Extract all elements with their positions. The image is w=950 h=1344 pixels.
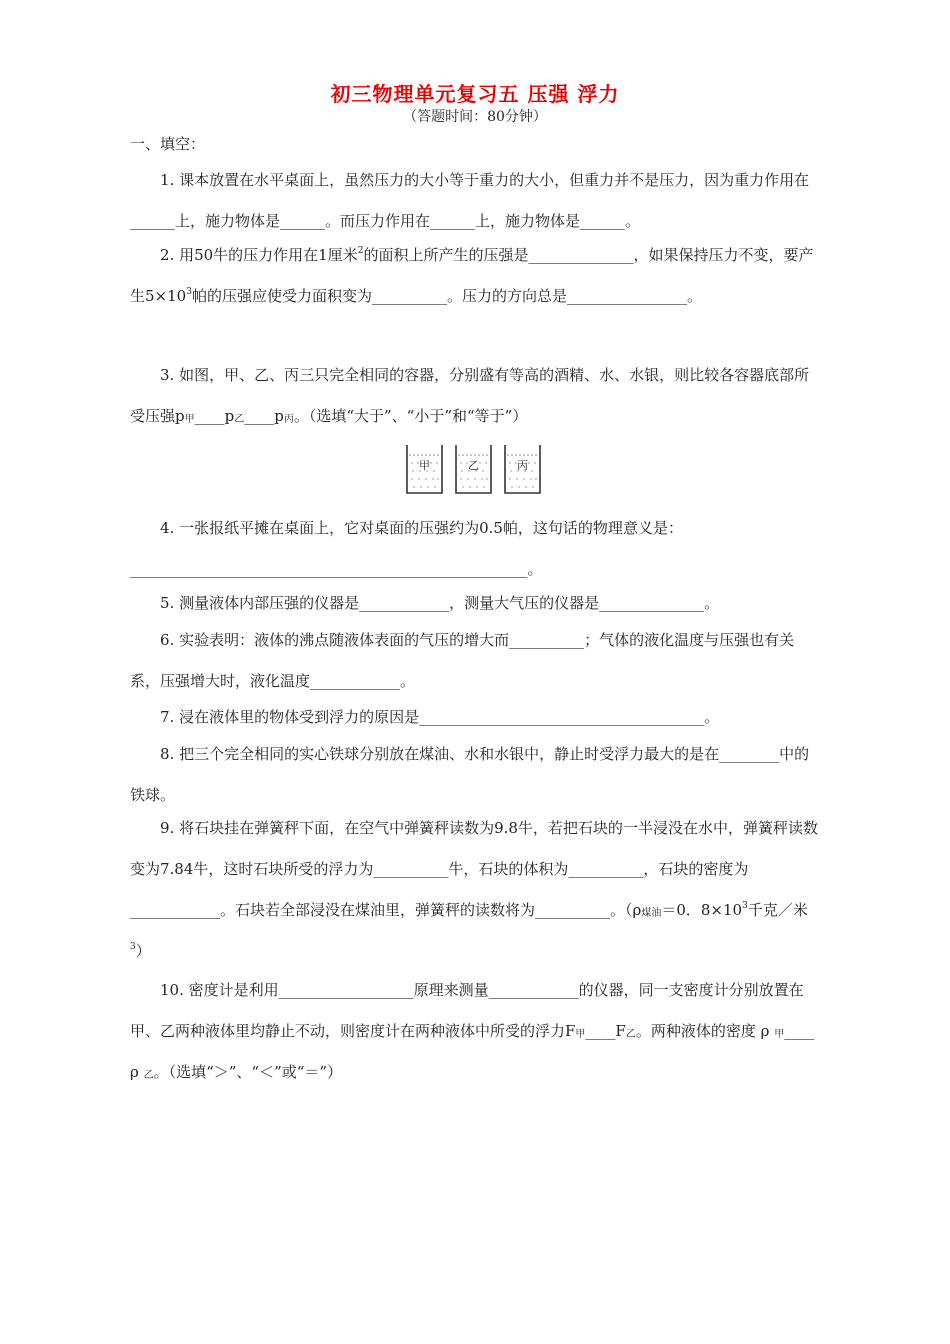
question-1: 1. 课本放置在水平桌面上，虽然压力的大小等于重力的大小，但重力并不是压力，因为重力作用在______上，施力物体是______。而压力作用在______上，施力物体是______。 xyxy=(130,171,810,230)
question-4: 4. 一张报纸平摊在桌面上，它对桌面的压强约为0.5帕，这句话的物理意义是：_____________________________________________________。 xyxy=(130,519,683,578)
container-label-bing: 丙 xyxy=(517,459,528,472)
three-containers-figure xyxy=(404,441,546,497)
container-yi xyxy=(456,445,491,493)
document-title: 初三物理单元复习五 压强 浮力 xyxy=(330,82,620,106)
answer-time-note: （答题时间：80分钟） xyxy=(403,109,547,125)
container-bing xyxy=(505,445,540,493)
question-5: 5. 测量液体内部压强的仪器是____________，测量大气压的仪器是______________。 xyxy=(160,594,720,612)
question-6: 6. 实验表明：液体的沸点随液体表面的气压的增大而__________；气体的液化温度与压强也有关系，压强增大时，液化温度____________。 xyxy=(130,631,795,690)
question-9: 9. 将石块挂在弹簧秤下面，在空气中弹簧秤读数为9.8牛，若把石块的一半浸没在水中，弹簧秤读数变为7.84牛，这时石块所受的浮力为__________牛，石块的体积为__________，石块的密度为____________。石块若全部浸没在煤油里，弹簧秤的读数将为__________。（$\rho_{煤油}=0$．$8\times 10^3$千克／米$^3$） xyxy=(130,819,818,960)
container-jia xyxy=(407,445,442,493)
question-3: 3. 如图，甲、乙、丙三只完全相同的容器，分别盛有等高的酒精、水、水银，则比较各容器底部所受压强$p_甲\_\_\_\_p_乙\_\_\_\_p_丙$。（选填“大于”、“小于”和“等于”） xyxy=(130,366,810,425)
container-label-yi: 乙 xyxy=(468,459,479,472)
section-heading: 一、填空： xyxy=(130,135,206,153)
question-2: 2. 用50牛的压力作用在1厘米$^2$的面积上所产生的压强是______________，如果保持压力不变，要产生$5\times 10^3$帕的压强应使受力面积变为__________。压力的方向总是________________。 xyxy=(130,246,814,305)
question-10: 10. 密度计是利用__________________原理来测量____________的仪器，同一支密度计分别放置在甲、乙两种液体里均静止不动，则密度计在两种液体中所受的浮力$F_甲\_\_\_\_F_乙$。两种液体的密度 ρ $_甲$____ ρ $_乙$。（选填“＞”、“＜”或“＝”） xyxy=(130,981,815,1081)
question-7: 7. 浸在液体里的物体受到浮力的原因是______________________________________。 xyxy=(160,708,720,726)
question-8: 8. 把三个完全相同的实心铁球分别放在煤油、水和水银中，静止时受浮力最大的是在________中的铁球。 xyxy=(130,745,810,804)
container-label-jia: 甲 xyxy=(419,459,430,472)
